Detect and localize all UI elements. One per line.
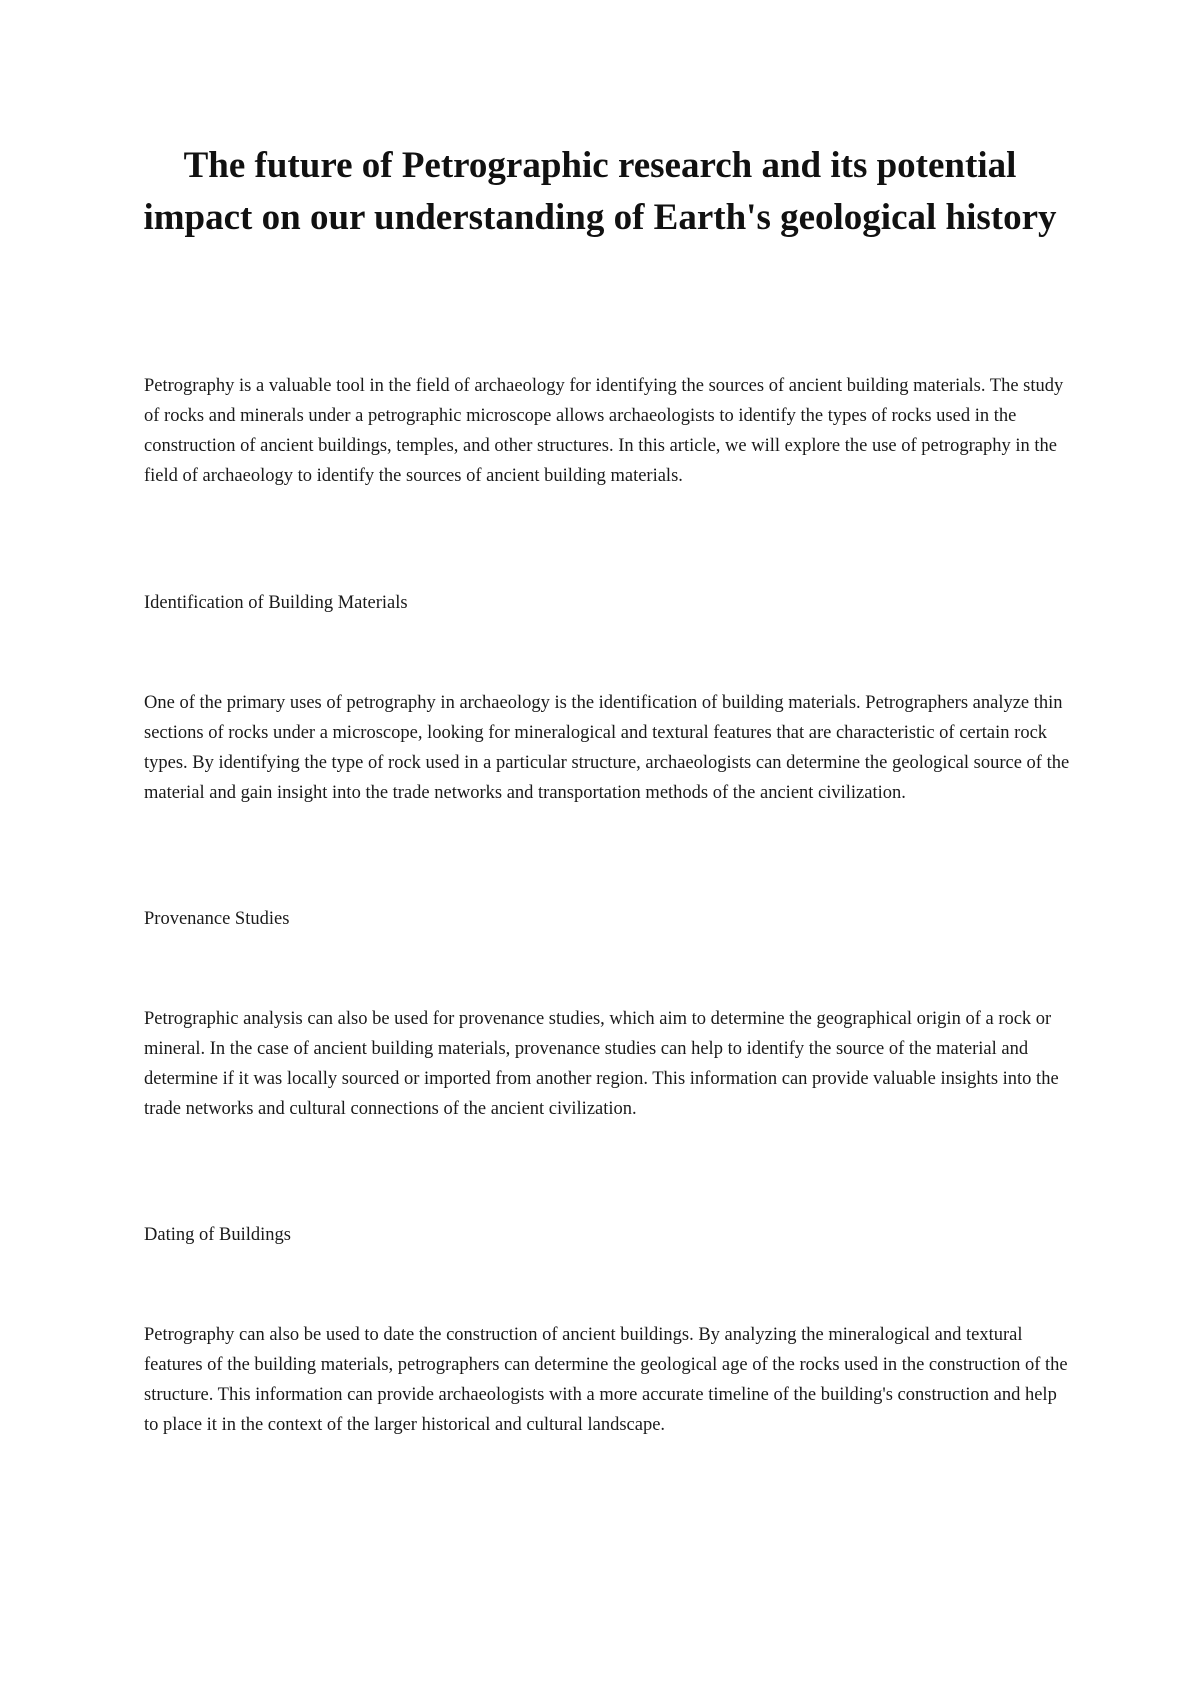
section-heading-provenance: Provenance Studies (144, 909, 290, 929)
section-body-provenance: Petrographic analysis can also be used for provenance studies, which aim to determine the geographical origin of a rock or mineral. In the case of ancient building materials, provenance studies can help to identify the source of the material and determine if it was locally sourced or imported from another region. This information can provide valuable insights into the trade networks and cultural connections of the ancient civilization. (144, 1009, 1059, 1119)
section-body-identification: One of the primary uses of petrography in archaeology is the identification of building materials. Petrographers analyze thin sections of rocks under a microscope, looking for mineralogical and textural features that are characteristic of certain rock types. By identifying the type of rock used in a particular structure, archaeologists can determine the geological source of the material and gain insight into the trade networks and transportation methods of the ancient civilization. (144, 693, 1070, 803)
intro-paragraph: Petrography is a valuable tool in the field of archaeology for identifying the sources of ancient building materials. The study of rocks and minerals under a petrographic microscope allows archaeologists to identify the types of rocks used in the construction of ancient buildings, temples, and other structures. In this article, we will explore the use of petrography in the field of archaeology to identify the sources of ancient building materials. (144, 376, 1064, 486)
section-heading-identification: Identification of Building Materials (144, 593, 408, 613)
section-heading-dating: Dating of Buildings (144, 1225, 291, 1245)
section-body-dating: Petrography can also be used to date the construction of ancient buildings. By analyzing the mineralogical and textural features of the building materials, petrographers can determine the geological age of the rocks used in the construction of the structure. This information can provide archaeologists with a more accurate timeline of the building's construction and help to place it in the context of the larger historical and cultural landscape. (144, 1325, 1068, 1435)
document-title: The future of Petrographic research and its potential impact on our understanding of Earth's geological history (143, 145, 1057, 238)
